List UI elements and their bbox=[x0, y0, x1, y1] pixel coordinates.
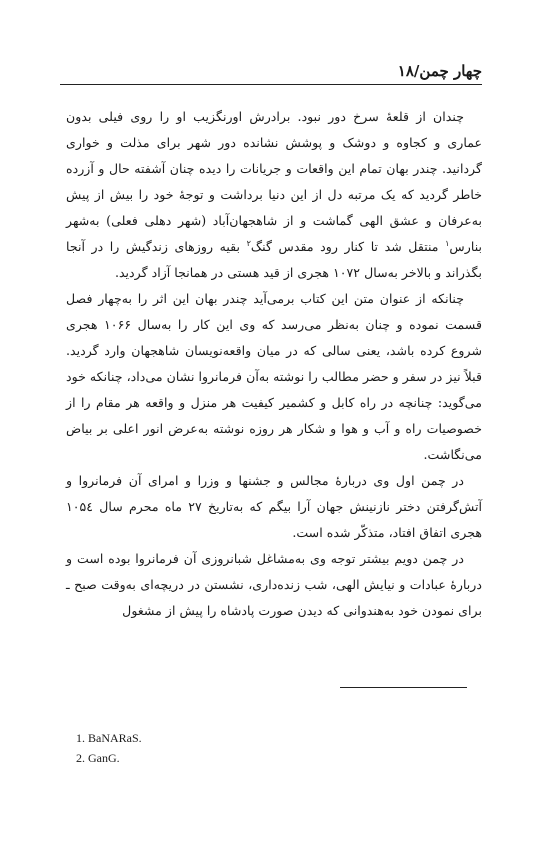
paragraph bbox=[66, 546, 482, 624]
footnote-ref: ۱ bbox=[445, 238, 450, 248]
text-segment: بقیه روزهای زندگیش را در آنجا بگذراند و بالاخر به‌سال ۱۰۷۲ هجری از قید هستی در همانجا آزاد گردید. bbox=[66, 239, 482, 280]
running-header bbox=[60, 60, 482, 85]
footnote-ref: ۲ bbox=[246, 238, 251, 248]
footnote-divider bbox=[340, 687, 467, 688]
text-segment: چنانکه از عنوان متن این کتاب برمی‌آید چندر بهان این اثر را به‌چهار فصل قسمت نموده و چنان به‌نظر می‌رسد که وی این کار را به‌سال ۱۰۶۶ هجری شروع کرده باشد، یعنی سالی که در میان واقعه‌نویسان شاهجهان وارد گردید. قبلاً نیز در سفر و حضر مطالب را نوشته به‌آن فرمانروا نشان می‌داد، چنانکه خود می‌گوید: چنانچه در راه کابل و کشمیر کیفیت هر منزل و واقعه هر مقام را از خصوصیات راه و آب و هوا و شکار هر روزه نوشته به‌عرض انور اعلی بر بیاض می‌نگاشت. bbox=[66, 291, 482, 462]
main-text bbox=[66, 104, 482, 624]
text-segment: منتقل شد تا کنار رود مقدس گنگ bbox=[250, 239, 446, 254]
footnote: 1. BaNARaS. bbox=[76, 731, 142, 745]
paragraph bbox=[66, 286, 482, 468]
text-segment: چندان از قلعهٔ سرخ دور نبود. برادرش اورنگزیب او را روی فیلی بدون عماری و کجاوه و دوشک و پوشش نشانده دور شهر برای مذلت و خواری گردانید. چندر بهان تمام این واقعات و جریانات را دیده چنان آشفته حال و آزرده خاطر گردید که یک مرتبه دل از این دنیا برداشت و توجهٔ خود را بیش از پیش به‌عرفان و عشق الهی گماشت و از شاهجهان‌آباد (شهر دهلی فعلی) به‌شهر بنارس bbox=[66, 109, 483, 254]
text-segment: در چمن اول وی دربارهٔ مجالس و جشنها و وزرا و امرای آن فرمانروا و آتش‌گرفتن دختر نازنینش جهان آرا بیگم که به‌تاریخ ۲۷ ماه محرم سال ۱۰۵٤ هجری اتفاق افتاد، متذکّر شده است. bbox=[66, 473, 483, 540]
footnotes bbox=[76, 728, 142, 768]
text-segment: در چمن دویم بیشتر توجه وی به‌مشاغل شبانروزی آن فرمانروا بوده است و دربارهٔ عبادات و نیایش الهی، شب زنده‌داری، نشستن در دریچه‌ای به‌وقت صبح ـ برای نمودن خود به‌هندوانی که دیدن صورت پادشاه را پیش از مشغول bbox=[66, 551, 482, 618]
running-title: چهار چمن/۱۸ bbox=[397, 62, 482, 80]
paragraph bbox=[66, 104, 482, 286]
footnote: 2. GanG. bbox=[76, 751, 120, 765]
paragraph bbox=[66, 468, 482, 546]
